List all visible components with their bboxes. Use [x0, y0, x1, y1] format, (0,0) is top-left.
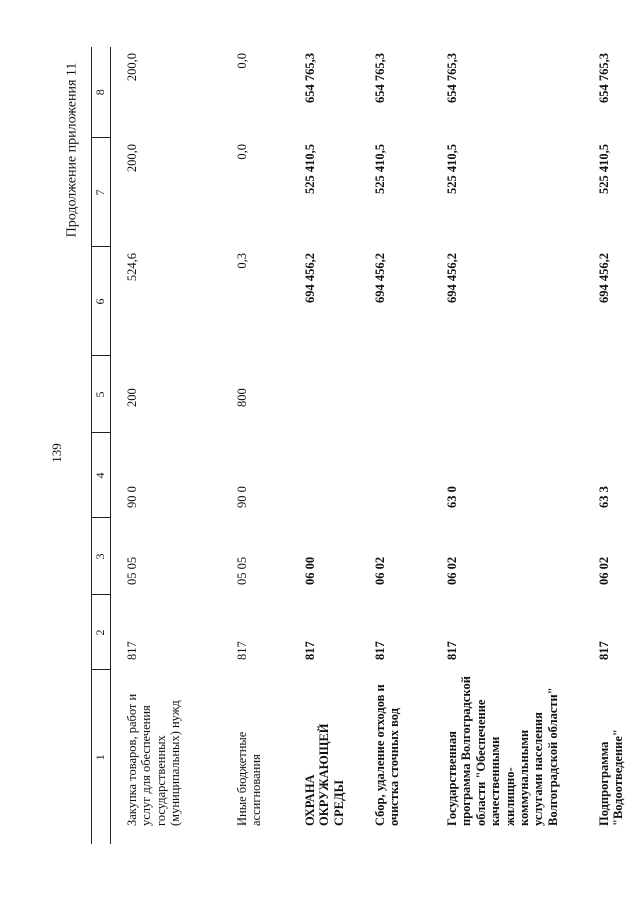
cell-col3: 06 02: [445, 556, 459, 585]
column-number-5: 5: [92, 356, 111, 433]
cell-col7: 200,0: [125, 144, 139, 173]
column-number-3: 3: [92, 518, 111, 595]
table-header: [92, 47, 111, 844]
table-body: [111, 47, 640, 844]
table-row: [431, 47, 583, 844]
cell-col8: 200,0: [125, 53, 139, 82]
cell-col3: 06 02: [597, 556, 611, 585]
budget-table: [91, 47, 640, 844]
cell-col4: [289, 433, 359, 518]
cell-col7: 525 410,5: [303, 144, 317, 194]
cell-col7: 525 410,5: [597, 144, 611, 194]
cell-col3: 05 05: [235, 556, 249, 585]
row-name: ОХРАНА ОКРУЖАЮЩЕЙ СРЕДЫ: [303, 723, 346, 826]
row-name: Подпрограмма "Водоотведение": [597, 729, 626, 826]
cell-col4: 90 0: [235, 486, 249, 508]
cell-col3: 06 00: [303, 556, 317, 585]
cell-col5: 200: [125, 388, 139, 407]
cell-col7: 0,0: [235, 144, 249, 160]
column-number-1: 1: [92, 670, 111, 844]
cell-col7: 525 410,5: [445, 144, 459, 194]
cell-col8: 654 765,3: [303, 53, 317, 103]
cell-col6: 694 456,2: [373, 253, 387, 303]
cell-col8: 654 765,3: [597, 53, 611, 103]
cell-col4: 90 0: [125, 486, 139, 508]
cell-col6: 694 456,2: [597, 253, 611, 303]
cell-col5: [359, 356, 431, 433]
column-number-4: 4: [92, 433, 111, 518]
table-row: [359, 47, 431, 844]
cell-col5: [289, 356, 359, 433]
cell-col4: [359, 433, 431, 518]
column-number-row: [92, 47, 111, 844]
cell-col5: [431, 356, 583, 433]
table-row: [111, 47, 222, 844]
column-number-2: 2: [92, 595, 111, 670]
table-row: [583, 47, 640, 844]
row-name: Закупка товаров, работ и услуг для обеспечения государственных (муниципальных) нужд: [125, 693, 183, 826]
row-name: Государственная программа Волгоградской области "Обеспечение качественными жилищно-коммунальными услугами населения Волгоградской области": [445, 676, 560, 826]
column-number-7: 7: [92, 138, 111, 247]
cell-col6: 524,6: [125, 253, 139, 282]
cell-col3: 06 02: [373, 556, 387, 585]
appendix-continuation-title: Продолжение приложения 11: [64, 62, 80, 238]
cell-col5: 800: [235, 388, 249, 407]
table-row: [289, 47, 359, 844]
cell-col2: 817: [597, 641, 611, 660]
cell-col6: 694 456,2: [445, 253, 459, 303]
cell-col8: 0,0: [235, 53, 249, 69]
cell-col8: 654 765,3: [445, 53, 459, 103]
row-name: Сбор, удаление отходов и очистка сточных вод: [373, 684, 402, 826]
cell-col4: 63 3: [597, 486, 611, 508]
cell-col4: 63 0: [445, 486, 459, 508]
cell-col2: 817: [125, 641, 139, 660]
row-name: Иные бюджетные ассигнования: [235, 731, 264, 826]
cell-col2: 817: [303, 641, 317, 660]
cell-col8: 654 765,3: [373, 53, 387, 103]
cell-col6: 0,3: [235, 253, 249, 269]
cell-col3: 05 05: [125, 556, 139, 585]
column-number-6: 6: [92, 247, 111, 356]
column-number-8: 8: [92, 47, 111, 138]
cell-col2: 817: [445, 641, 459, 660]
page-number: 139: [49, 443, 64, 463]
table-row: [221, 47, 289, 844]
cell-col2: 817: [235, 641, 249, 660]
cell-col5: [583, 356, 640, 433]
cell-col7: 525 410,5: [373, 144, 387, 194]
cell-col6: 694 456,2: [303, 253, 317, 303]
cell-col2: 817: [373, 641, 387, 660]
budget-table-container: [91, 47, 626, 844]
